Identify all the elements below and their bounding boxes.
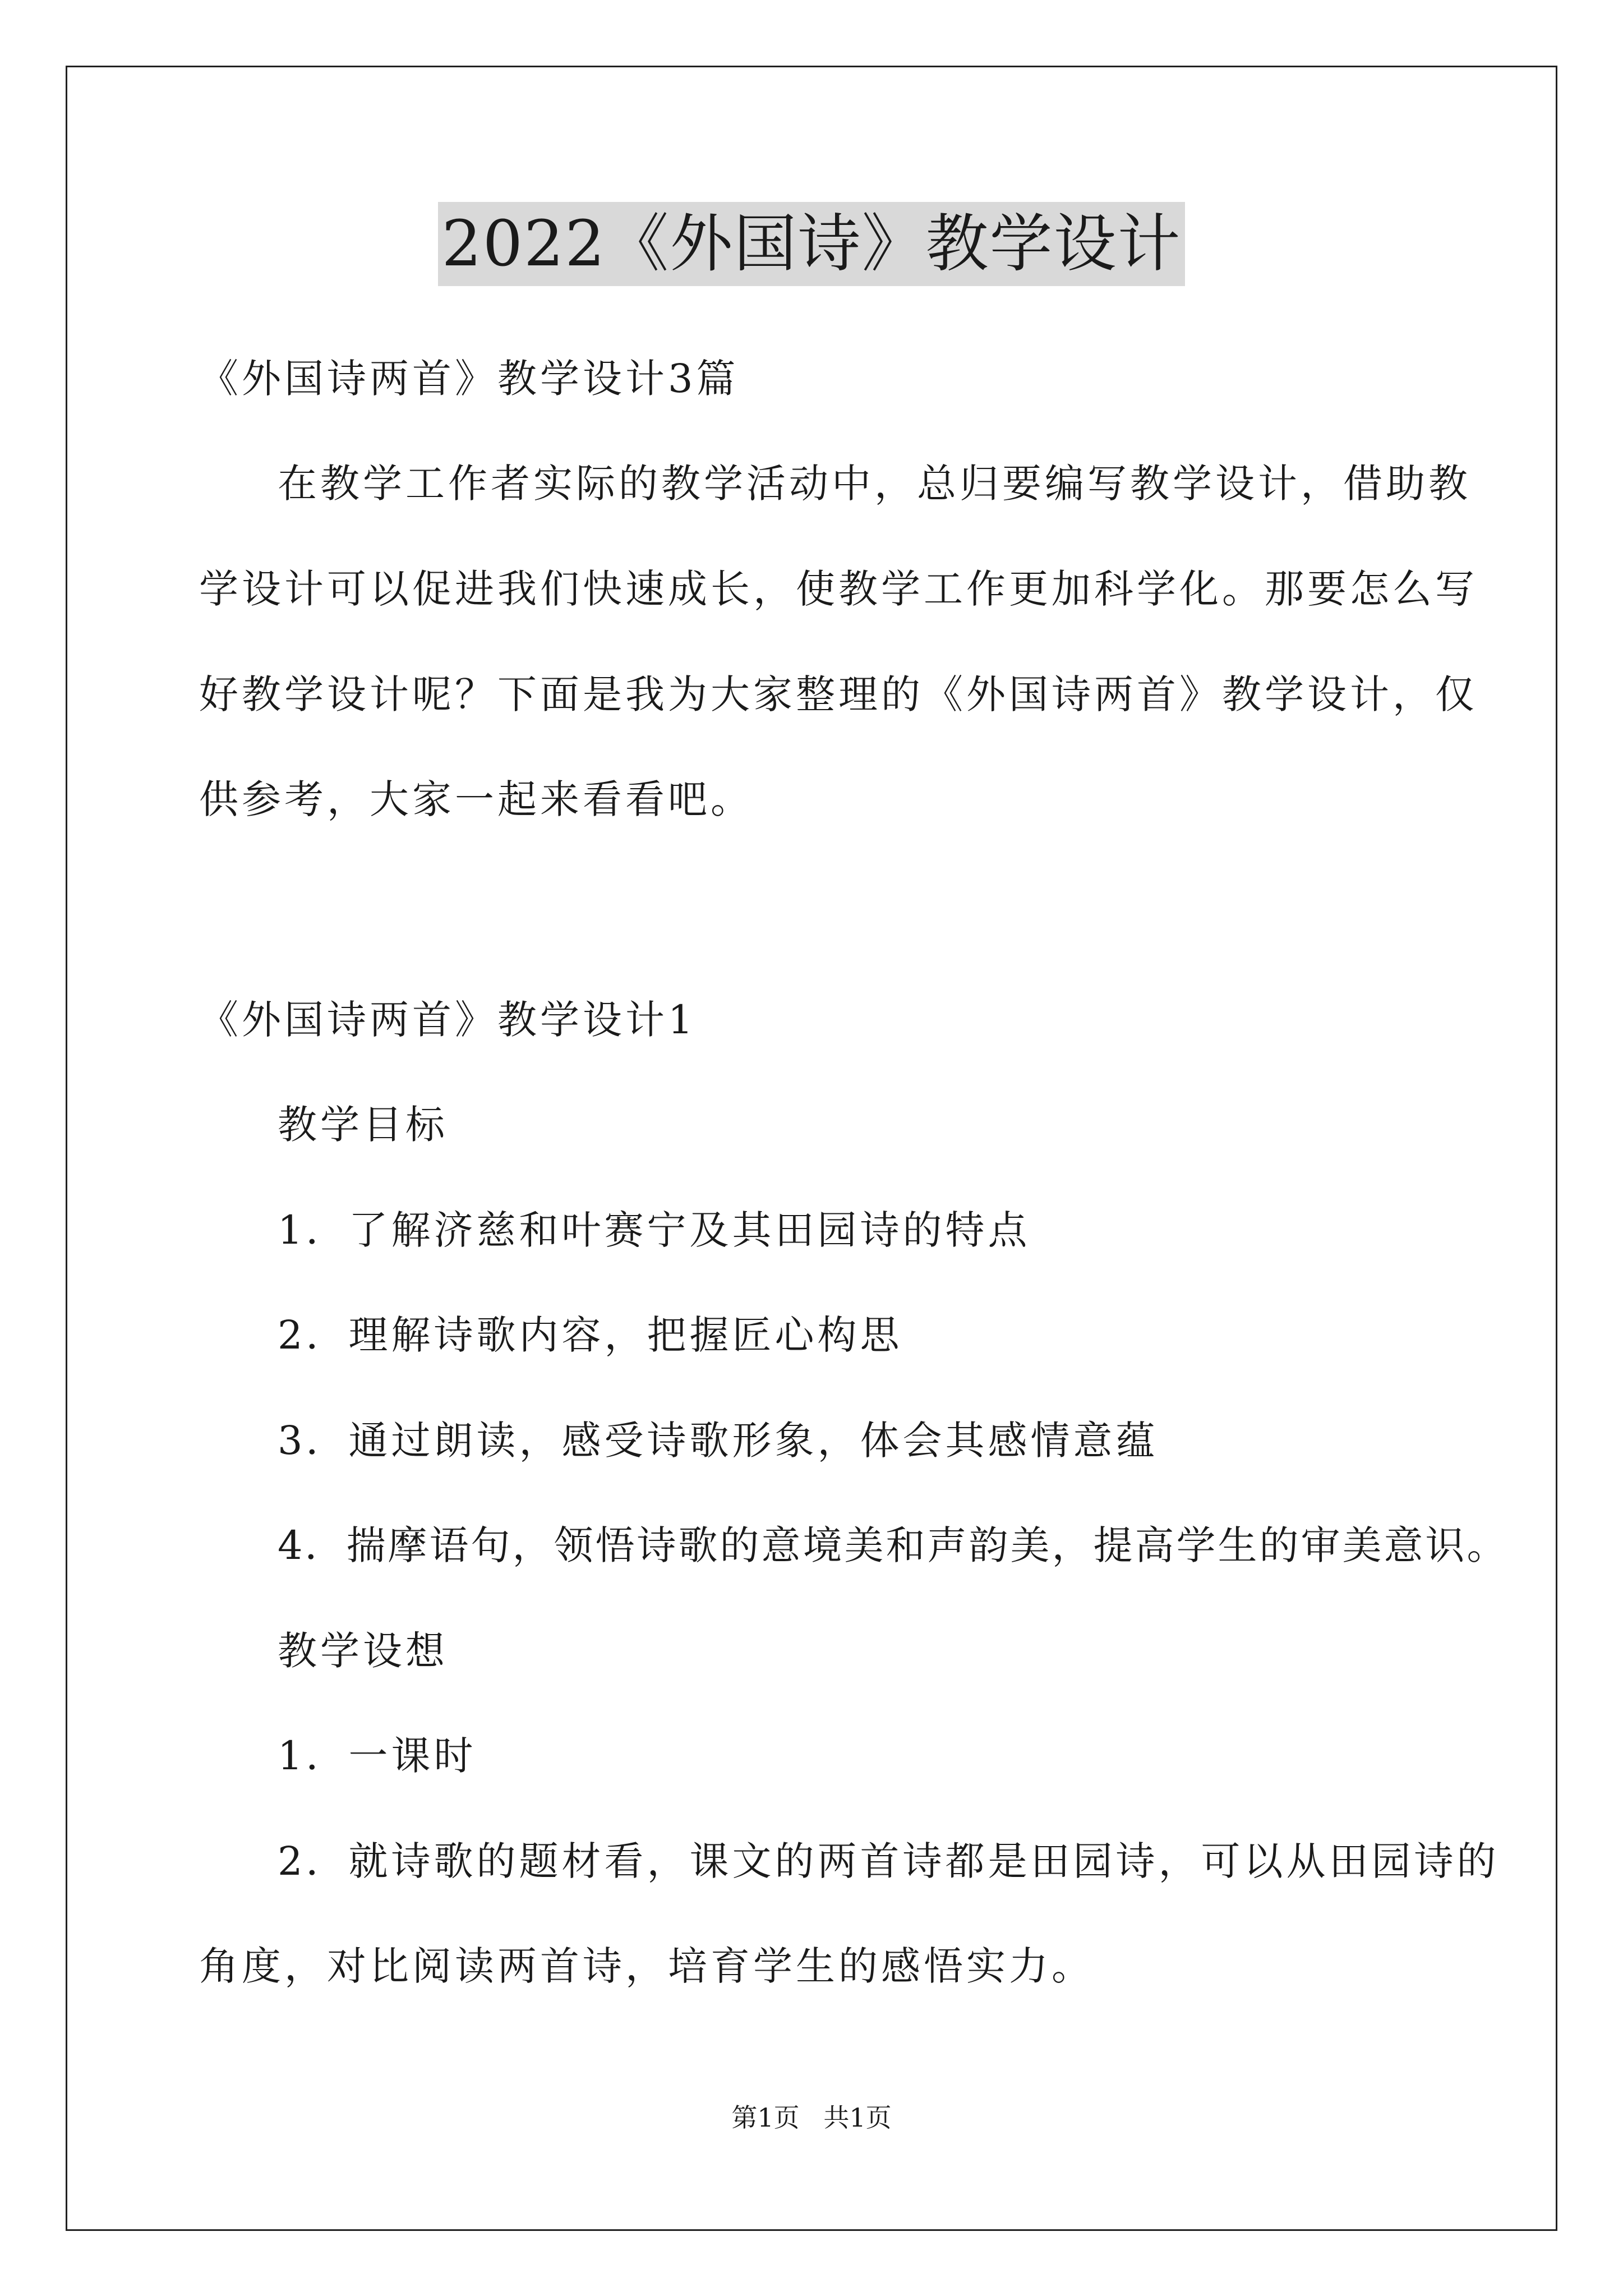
- list-item-continuation: 角度，对比阅读两首诗，培育学生的感悟实力。: [199, 1943, 1094, 1989]
- list-item: 2．理解诗歌内容，把握匠心构思: [278, 1312, 903, 1358]
- subtitle-line: 《外国诗两首》教学设计3篇: [199, 356, 739, 402]
- page-total: 共1页: [823, 2102, 892, 2133]
- paragraph-line: 供参考，大家一起来看看吧。: [199, 776, 753, 822]
- list-item: 4．揣摩语句，领悟诗歌的意境美和声韵美，提高学生的审美意识。: [278, 1522, 1509, 1568]
- list-item: 3．通过朗读，感受诗歌形象，体会其感情意蕴: [278, 1418, 1159, 1464]
- section-subheading: 教学目标: [278, 1102, 448, 1148]
- page-footer: [0, 2101, 1623, 2134]
- section-heading: 《外国诗两首》教学设计1: [199, 997, 697, 1043]
- section-subheading: 教学设想: [278, 1628, 448, 1674]
- list-item: 1．了解济慈和叶赛宁及其田园诗的特点: [278, 1207, 1031, 1253]
- page-number: 第1页: [731, 2102, 800, 2133]
- title-container: [0, 202, 1623, 286]
- document-title: 2022《外国诗》教学设计: [438, 202, 1184, 286]
- paragraph-line: 在教学工作者实际的教学活动中，总归要编写教学设计，借助教: [278, 461, 1471, 507]
- list-item: 2．就诗歌的题材看，课文的两首诗都是田园诗，可以从田园诗的: [278, 1838, 1500, 1884]
- list-item: 1．一课时: [278, 1733, 477, 1779]
- paragraph-line: 好教学设计呢？下面是我为大家整理的《外国诗两首》教学设计，仅: [199, 671, 1478, 717]
- paragraph-line: 学设计可以促进我们快速成长，使教学工作更加科学化。那要怎么写: [199, 566, 1478, 612]
